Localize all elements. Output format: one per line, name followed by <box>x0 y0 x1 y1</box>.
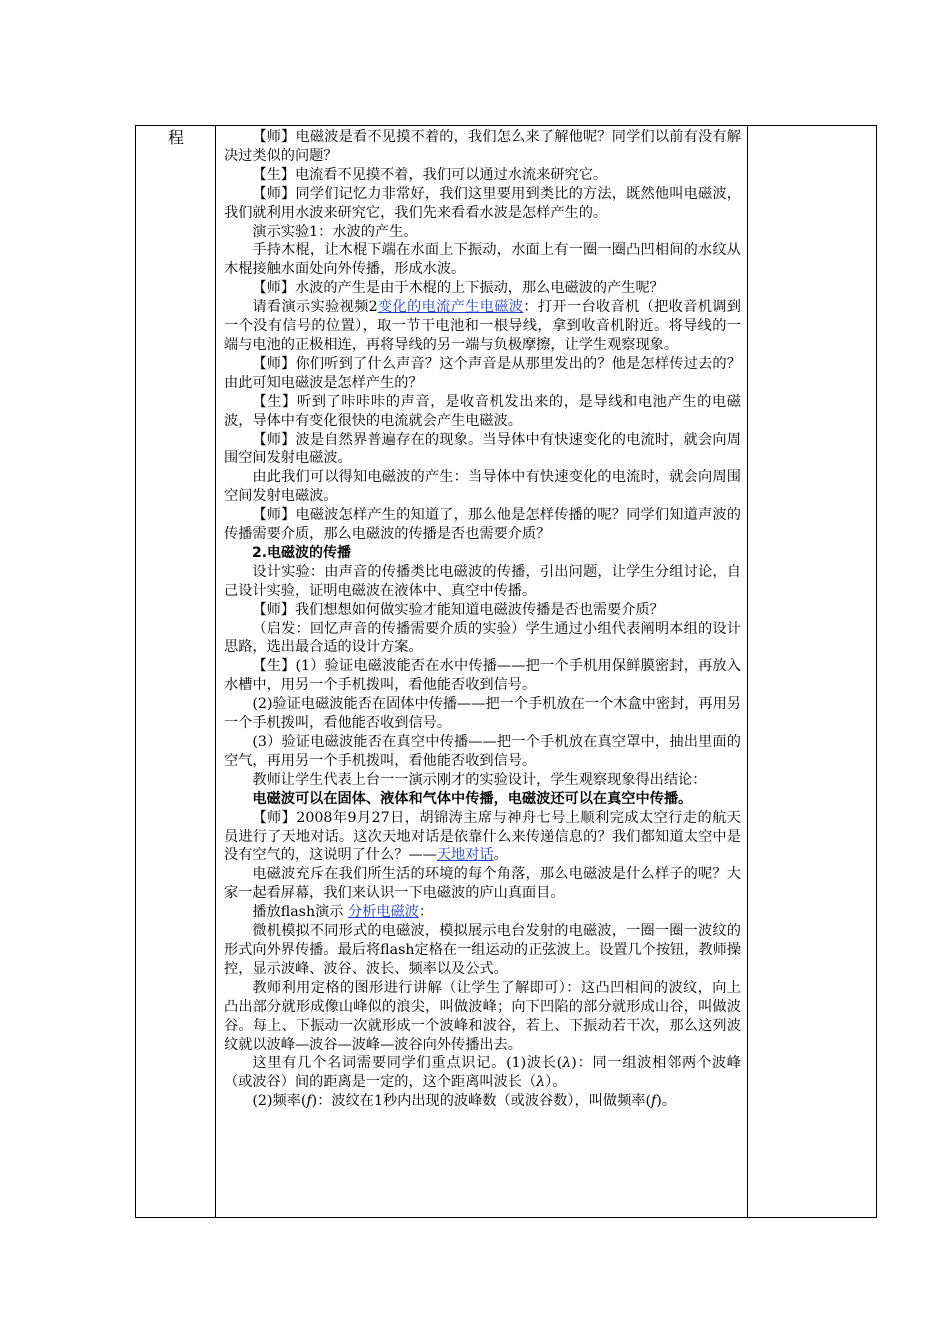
paragraph <box>224 1092 741 1111</box>
text-run: ： <box>418 904 434 921</box>
text-run: 微机模拟不同形式的电磁波，模拟展示电台发射的电磁波，一圈一圈一波纹的形式向外界传播。最后将flash定格在一组运动的正弦波上。设置几个按钮，教师操控，显示波峰、波谷、波长、频率以及公式。 <box>224 923 741 977</box>
text-run: 【师】2008年9月27日，胡锦涛主席与神舟七号上顺利完成太空行走的航天员进行了天地对话。这次天地对话是依靠什么来传递信息的？我们都知道太空中是没有空气的，这说明了什么？—— <box>224 809 741 864</box>
text-run: )：同一组波相邻两个波峰（或波谷）间的距离是一定的，这个距离叫波长（ <box>224 1055 741 1091</box>
hyperlink[interactable]: 变化的电流产生电磁波 <box>377 299 524 316</box>
paragraph <box>224 865 741 903</box>
text-run: 教师让学生代表上台一一演示刚才的实验设计，学生观察现象得出结论： <box>252 771 707 788</box>
text-run: 2.电磁波的传播 <box>252 544 352 561</box>
paragraph <box>224 733 741 771</box>
text-run: 教师利用定格的图形进行讲解（让学生了解即可）：这凸凹相间的波纹，向上凸出部分就形成像山峰似的浪尖，叫做波峰；向下凹陷的部分就形成山谷，叫做波谷。每上、下振动一次就形成一个波峰和波谷，若上、下振动若干次，那么这列波纹就以波峰—波谷—波峰—波谷向外传播出去。 <box>224 979 741 1053</box>
row-label: 程 <box>167 128 184 147</box>
paragraph <box>224 298 741 355</box>
text-run: 【师】电磁波是看不见摸不着的，我们怎么来了解他呢？同学们以前有没有解决过类似的问题？ <box>224 129 741 164</box>
paragraph <box>224 601 741 620</box>
paragraph <box>224 620 741 658</box>
paragraph <box>224 657 741 695</box>
text-run: 。 <box>493 847 508 864</box>
text-run: (2)验证电磁波能否在固体中传播——把一个手机放在一个木盒中密封，再用另一个手机拨叫，看他能否收到信号。 <box>224 696 741 732</box>
lesson-table <box>135 125 877 1218</box>
text-run: 电磁波充斥在我们所生活的环境的每个角落，那么电磁波是什么样子的呢？大家一起看屏幕，我们来认识一下电磁波的庐山真面目。 <box>224 866 741 902</box>
paragraph <box>224 563 741 601</box>
hyperlink[interactable]: 分析电磁波 <box>348 904 419 921</box>
text-run: 演示实验1：水波的产生。 <box>252 223 418 240</box>
text-run: 【师】水波的产生是由于木棍的上下振动，那么电磁波的产生呢？ <box>252 280 664 297</box>
text-run: )：波纹在1秒内出现的波峰数（或波谷数），叫做频率( <box>311 1093 651 1110</box>
text-run: 手持木棍，让木棍下端在水面上下振动，水面上有一圈一圈凸凹相间的水纹从木棍接触水面处向外传播，形成水波。 <box>224 242 741 278</box>
text-run: （启发：回忆声音的传播需要介质的实验）学生通过小组代表阐明本组的设计思路，选出最合适的设计方案。 <box>224 620 741 656</box>
text-run: 由此我们可以得知电磁波的产生：当导体中有快速变化的电流时，就会向周围空间发射电磁波。 <box>224 469 741 505</box>
text-run: 【师】波是自然界普遍存在的现象。当导体中有快速变化的电流时，就会向周围空间发射电磁波。 <box>224 431 741 467</box>
paragraph <box>224 431 741 469</box>
symbol: λ <box>562 1055 572 1072</box>
text-run: 电磁波可以在固体、液体和气体中传播，电磁波还可以在真空中传播。 <box>252 790 693 807</box>
paragraph <box>224 468 741 506</box>
paragraph <box>224 393 741 431</box>
paragraph <box>224 166 741 185</box>
paragraph <box>224 223 741 242</box>
text-run: ）。 <box>545 1074 567 1091</box>
text-run: (3）验证电磁波能否在真空中传播——把一个手机放在真空罩中，抽出里面的空气，再用另一个手机拨叫，看他能否收到信号。 <box>224 734 741 769</box>
text-run: 【生】听到了咔咔咔的声音，是收音机发出来的，是导线和电池产生的电磁波，导体中有变化很快的电流就会产生电磁波。 <box>224 393 741 429</box>
symbol: f <box>650 1093 657 1110</box>
paragraph <box>224 128 741 166</box>
paragraph <box>224 241 741 279</box>
hyperlink[interactable]: 天地对话 <box>436 847 494 864</box>
text-run: 播放flash演示 <box>252 904 348 921</box>
paragraph <box>224 1054 741 1092</box>
paragraph <box>224 506 741 544</box>
paragraph <box>224 695 741 733</box>
text-run: 【师】电磁波怎样产生的知道了，那么他是怎样传播的呢？同学们知道声波的传播需要介质，那么电磁波的传播是否也需要介质？ <box>224 507 741 543</box>
lesson-content <box>224 128 741 1111</box>
symbol: f <box>306 1093 312 1110</box>
text-run: 【师】同学们记忆力非常好，我们这里要用到类比的方法，既然他叫电磁波，我们就利用水波来研究它，我们先来看看水波是怎样产生的。 <box>224 185 741 221</box>
text-run: 【生】电流看不见摸不着，我们可以通过水流来研究它。 <box>252 166 608 183</box>
text-run: (2)频率( <box>252 1093 307 1110</box>
paragraph <box>224 185 741 223</box>
text-run: )。 <box>656 1093 676 1110</box>
symbol: λ <box>536 1074 546 1091</box>
text-run: 【师】你们听到了什么声音？这个声音是从那里发出的？他是怎样传过去的？由此可知电磁波是怎样产生的？ <box>224 355 741 391</box>
text-run: ：打开一台收音机（把收音机调到一个没有信号的位置），取一节干电池和一根导线，拿到收音机附近。将导线的一端与电池的正极相连，再将导线的另一端与负极摩擦，让学生观察现象。 <box>224 299 741 353</box>
text-run: 设计实验：由声音的传播类比电磁波的传播，引出问题，让学生分组讨论，自己设计实验，证明电磁波在液体中、真空中传播。 <box>224 563 741 599</box>
paragraph <box>224 979 741 1055</box>
paragraph <box>224 771 741 790</box>
paragraph <box>224 922 741 979</box>
paragraph <box>224 809 741 866</box>
paragraph <box>224 355 741 393</box>
notes-column <box>747 126 876 1217</box>
text-run: 【师】我们想想如何做实验才能知道电磁波传播是否也需要介质？ <box>252 601 664 618</box>
text-run: 这里有几个名词需要同学们重点识记。(1)波长( <box>252 1055 563 1072</box>
paragraph <box>224 279 741 298</box>
text-run: 【生】(1）验证电磁波能否在水中传播——把一个手机用保鲜膜密封，再放入水槽中，用另一个手机拨叫，看他能否收到信号。 <box>224 658 741 694</box>
section-heading <box>224 544 741 563</box>
label-column <box>136 126 216 1217</box>
paragraph <box>224 903 741 922</box>
text-run: 请看演示实验视频2 <box>252 299 378 316</box>
conclusion-paragraph <box>224 790 741 809</box>
